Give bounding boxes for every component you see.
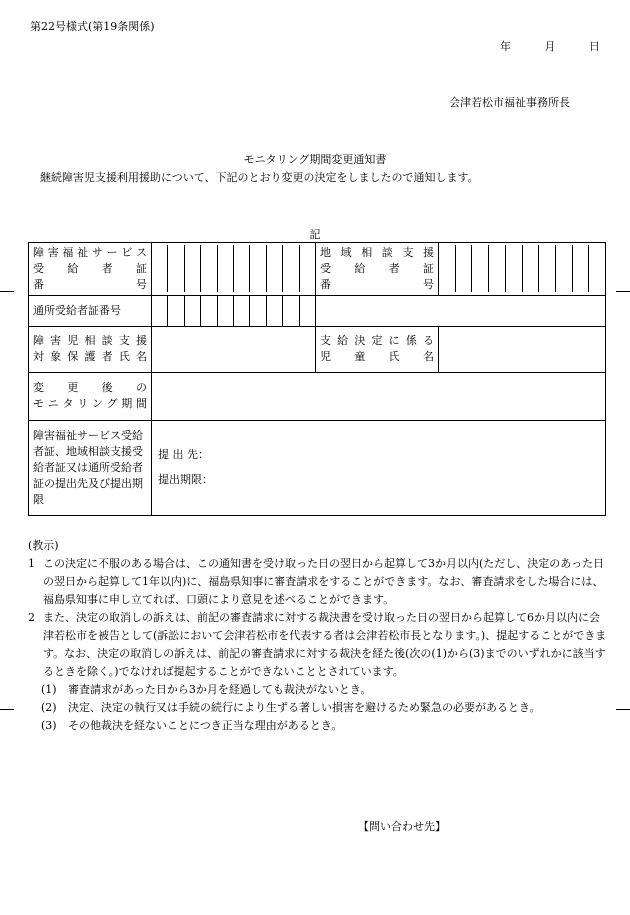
child-name-label: 支給決定に係る 児 童 氏 名	[316, 326, 439, 372]
instruction-sub-3: (3) その他裁決を経ないことにつき正当な理由があるとき。	[41, 719, 343, 732]
day-cert-number-field[interactable]	[152, 295, 316, 326]
regional-cert-number-field[interactable]	[439, 243, 606, 296]
instruction-item-1: 1 この決定に不服のある場合は、この通知書を受け取った日の翌日から起算して3か月以内(ただし、決定のあった日の翌日から起算して1年以内)に、福島県知事に審査請求をすることができます。なお、審査請求をした場合には、福島県知事に申し立てれば、口頭により意見を述べることができます。	[28, 557, 605, 606]
monitoring-period-field[interactable]	[152, 372, 606, 420]
row-monitoring-period	[29, 372, 606, 420]
service-cert-number-field[interactable]	[152, 243, 316, 296]
date-line	[500, 40, 600, 55]
ki-label: 記	[309, 228, 321, 241]
row-names	[29, 326, 606, 372]
date-day-label: 日	[589, 40, 600, 53]
submit-to-label: 提 出 先：	[158, 447, 209, 461]
office-name: 会津若松市福祉事務所長	[449, 96, 570, 109]
service-cert-label: 障害福祉サービス 受 給 者 証 番 号	[29, 243, 152, 296]
monitoring-period-label: 変 更 後 の モニタリング期間	[29, 372, 152, 420]
contact-heading: 【問い合わせ先】	[358, 820, 446, 833]
guardian-name-field[interactable]	[152, 326, 316, 372]
day-cert-blank	[316, 295, 606, 326]
instruction-sub-2: (2) 決定、決定の執行又は手続の続行により生ずる著しい損害を避けるため緊急の必要があるとき。	[41, 701, 541, 714]
submission-field[interactable]	[152, 420, 606, 515]
punch-mark-left-bottom	[0, 709, 14, 710]
row-day-cert	[29, 295, 606, 326]
day-cert-label: 通所受給者証番号	[29, 295, 152, 326]
row-certificate-numbers	[29, 243, 606, 296]
instructions-heading: (教示)	[28, 539, 59, 552]
instruction-sub-1: (1) 審査請求があった日から3か月を経過しても裁決がないとき。	[41, 683, 372, 696]
child-name-field[interactable]	[439, 326, 606, 372]
intro-text: 継続障害児支援利用援助について、下記のとおり変更の決定をしましたので通知します。	[40, 171, 479, 184]
punch-mark-left-top	[0, 291, 14, 292]
date-year-label: 年	[500, 40, 511, 53]
punch-mark-right-bottom	[616, 709, 630, 710]
guardian-name-label: 障害児相談支援 対象保護者氏名	[29, 326, 152, 372]
regional-cert-label: 地域相談支援 受 給 者 証 番 号	[316, 243, 439, 296]
submit-deadline-label: 提出期限：	[158, 472, 213, 486]
notice-form-table	[28, 242, 606, 516]
date-month-label: 月	[544, 40, 556, 53]
row-submission	[29, 420, 606, 515]
instructions-section	[28, 537, 608, 735]
punch-mark-right-top	[616, 291, 630, 292]
document-title: モニタリング期間変更通知書	[243, 153, 387, 166]
form-number: 第22号様式(第19条関係)	[30, 20, 155, 33]
instruction-item-2: 2 また、決定の取消しの訴えは、前記の審査請求に対する裁決書を受け取った日の翌日から起算して6か月以内に会津若松市を被告として(訴訟において会津若松市を代表する者は会津若松市長となります。)、提起することができます。なお、決定の取消しの訴えは、前記の審査請求に対する裁決を経た後(次の(1)から(3)までのいずれかに該当するときを除く。)でなければ提起することができないこととされています。	[28, 611, 607, 678]
submission-label: 障害福祉サービス受給者証、地域相談支援受給者証又は通所受給者証の提出先及び提出期限	[29, 420, 152, 515]
